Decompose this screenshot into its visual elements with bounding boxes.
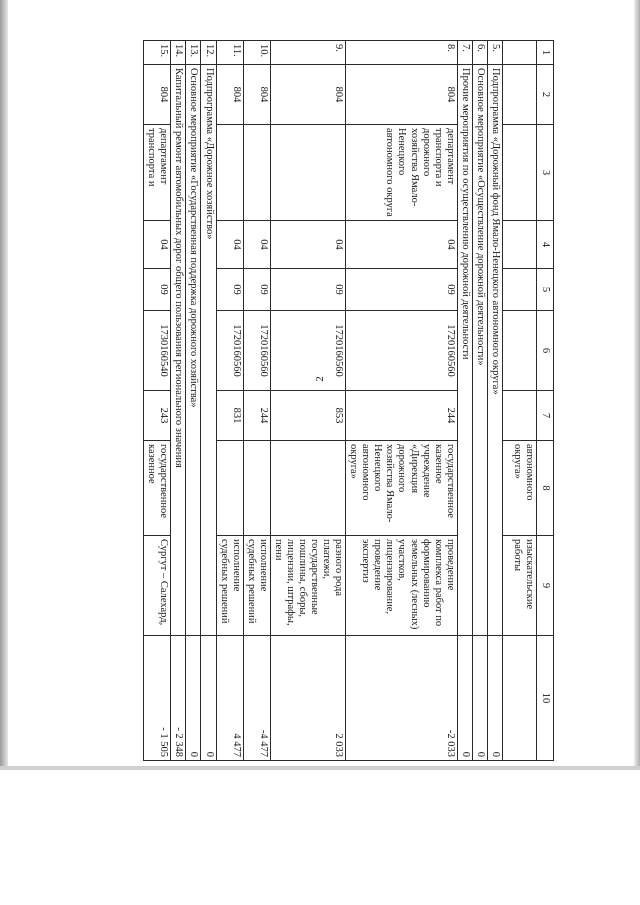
cell-9: исполнение судебных решений [216,536,243,636]
cell-7: 243 [144,391,171,441]
cell-7: 853 [270,391,345,441]
cell-3 [270,125,345,221]
cell-3 [216,125,243,221]
row-number-cell: 14. [171,41,186,65]
cell-4: 04 [144,221,171,269]
cell-3 [502,125,536,221]
cell-6: 1720160560 [270,311,345,391]
table-row [502,41,536,761]
cell-4: 04 [270,221,345,269]
section-title-cell: Прочие мероприятия по осуществлению дорожной деятельности [457,65,472,636]
cell-4: 04 [346,221,458,269]
header-cell: 7 [536,391,553,441]
page-number: 2 [314,376,326,382]
cell-9: изыскательские работы [502,536,536,636]
section-value-cell: - 2 348 [171,636,186,761]
cell-10: 2 033 [270,636,345,761]
cell-9: Сургут – Салехард, [144,536,171,636]
scan-shadow-left [0,0,8,770]
section-value-cell: 0 [487,636,502,761]
cell-2: 804 [270,65,345,125]
cell-2: 804 [144,65,171,125]
header-cell: 10 [536,636,553,761]
table-row [270,41,345,761]
cell-6: 1730160540 [144,311,171,391]
cell-9: разного рода платежи, государственные пошлины, сборы, лицензии, штрафы, пени [270,536,345,636]
cell-2: 804 [216,65,243,125]
cell-7: 244 [346,391,458,441]
cell-8: автономного округа» [502,441,536,536]
row-number-cell: 13. [186,41,201,65]
cell-5: 09 [243,269,270,311]
cell-8 [243,441,270,536]
cell-2: 804 [346,65,458,125]
row-number-cell: 6. [472,41,487,65]
cell-7: 244 [243,391,270,441]
table-row [346,41,458,761]
cell-8 [270,441,345,536]
header-cell: 4 [536,221,553,269]
cell-6: 1720160560 [243,311,270,391]
header-cell: 1 [536,41,553,65]
cell-10: 4 477 [216,636,243,761]
section-value-cell: 0 [472,636,487,761]
section-row [171,41,186,761]
section-value-cell: 0 [186,636,201,761]
cell-9: исполнение судебных решений [243,536,270,636]
cell-3: департамент транспорта и [144,125,171,221]
cell-3 [243,125,270,221]
row-number-cell: 7. [457,41,472,65]
cell-5 [502,269,536,311]
cell-6: 1720160560 [346,311,458,391]
section-title-cell: Капитальный ремонт автомобильных дорог общего пользования регионального значения [171,65,186,636]
cell-2: 804 [243,65,270,125]
section-row [201,41,216,761]
section-row [457,41,472,761]
cell-8: государственное казенное учреждение «Дирекция дорожного хозяйства Ямало-Ненецкого автономного округа» [346,441,458,536]
row-number-cell: 9. [270,41,345,65]
cell-10: -2 033 [346,636,458,761]
cell-6: 1720160560 [216,311,243,391]
section-row [487,41,502,761]
cell-9: проведение комплекса работ по формированию земельных (лесных) участков, лицензирование, проведение экспертиз [346,536,458,636]
header-cell: 9 [536,536,553,636]
row-number-cell: 5. [487,41,502,65]
cell-4: 04 [243,221,270,269]
section-title-cell: Подпрограмма «Дорожный фонд Ямало-Ненецкого автономного округа» [487,65,502,636]
section-title-cell: Подпрограмма «Дорожное хозяйство» [201,65,216,636]
budget-table [143,40,554,761]
cell-10: - 1 505 [144,636,171,761]
scan-bottom-edge [0,766,640,770]
rotated-table-container [104,40,554,760]
section-row [472,41,487,761]
header-cell: 2 [536,65,553,125]
cell-8: государственное казенное [144,441,171,536]
cell-5: 09 [270,269,345,311]
row-number-cell: 15. [144,41,171,65]
table-row [144,41,171,761]
cell-4 [502,221,536,269]
row-number-cell: 12. [201,41,216,65]
cell-10: -4 477 [243,636,270,761]
section-value-cell: 0 [457,636,472,761]
row-number-cell: 8. [346,41,458,65]
cell-4: 04 [216,221,243,269]
cell-5: 09 [144,269,171,311]
table-row [243,41,270,761]
section-title-cell: Основное мероприятие «Осуществление дорожной деятельности» [472,65,487,636]
section-value-cell: 0 [201,636,216,761]
cell-7 [502,391,536,441]
header-row [536,41,553,761]
section-row [186,41,201,761]
header-cell: 8 [536,441,553,536]
row-number-cell [502,41,536,65]
cell-6 [502,311,536,391]
cell-5: 09 [346,269,458,311]
row-number-cell: 10. [243,41,270,65]
table-row [216,41,243,761]
header-cell: 6 [536,311,553,391]
header-cell: 5 [536,269,553,311]
cell-7: 831 [216,391,243,441]
cell-10 [502,636,536,761]
row-number-cell: 11. [216,41,243,65]
cell-5: 09 [216,269,243,311]
section-title-cell: Основное мероприятие «Государственная поддержка дорожного хозяйства» [186,65,201,636]
cell-2 [502,65,536,125]
cell-3: департамент транспорта и дорожного хозяйства Ямало-Ненецкого автономного округа [346,125,458,221]
cell-8 [216,441,243,536]
header-cell: 3 [536,125,553,221]
scan-shadow-right [634,0,640,770]
